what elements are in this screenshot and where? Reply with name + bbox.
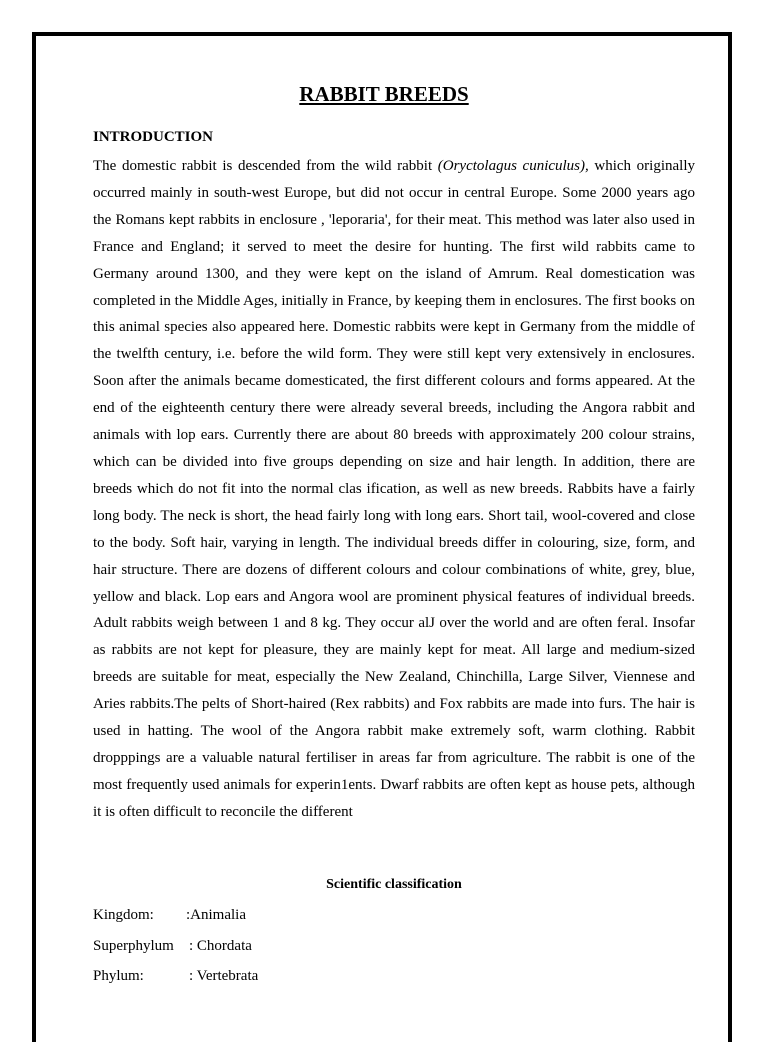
- introduction-paragraph: [93, 153, 695, 826]
- introduction-heading: INTRODUCTION: [93, 129, 214, 145]
- classification-heading: Scientific classification: [326, 877, 462, 892]
- classification-key: Phylum:: [93, 968, 144, 984]
- classification-value: : Chordata: [189, 937, 252, 954]
- classification-list: [93, 900, 393, 992]
- introduction-body: [93, 153, 695, 826]
- classification-row-phylum: [93, 961, 393, 992]
- classification-key: Kingdom:: [93, 907, 154, 923]
- document-title: RABBIT BREEDS: [299, 82, 469, 106]
- classification-key: Superphylum: [93, 937, 174, 954]
- intro-text-after-latin: which originally occurred mainly in south-west Europe, but did not occur in central Europe. Some 2000 years ago the Romans kept rabbits in enclosure , 'leporaria', for their meat. This method was later also used in France and England; it served to meet the desire for hunting. The first wild rabbits came to Germany around 1300, and they were kept on the island of Amrum. Real domestication was completed in the Middle Ages, initially in France, by keeping them in enclosures. The first books on this animal species also appeared here. Domestic rabbits were kept in Germany from the middle of the twelfth century, i.e. before the wild form. They were still kept very extensively in enclosures. Soon after the animals became domesticated, the first different colours and forms appeared. At the end of the eighteenth century there were already several breeds, including the Angora rabbit and animals with lop ears. Currently there are about 80 breeds with approximately 200 colour strains, which can be divided into five groups depending on size and hair length. In addition, there are breeds which do not fit into the normal clas ification, as well as new breeds. Rabbits have a fairly long body. The neck is short, the head fairly long with long ears. Short tail, wool-covered and close to the body. Soft hair, varying in length. The individual breeds differ in colouring, size, form, and hair structure. There are dozens of different colours and colour combinations of white, grey, blue, yellow and black. Lop ears and Angora wool are prominent physical features of individual breeds. Adult rabbits weigh between 1 and 8 kg. They occur alJ over the world and are often feral. Insofar as rabbits are not kept for pleasure, they are mainly kept for meat. All large and medium-sized breeds are suitable for meat, especially the New Zealand, Chinchilla, Large Silver, Viennese and Aries rabbits.The pelts of Short-haired (Rex rabbits) and Fox rabbits are made into furs. The hair is used in hatting. The wool of the Angora rabbit make extremely soft, warm clothing. Rabbit dropppings are a valuable natural fertiliser in areas far from agriculture. The rabbit is one of the most frequently used animals for experin1ents. Dwarf rabbits are often kept as house pets, although it is often difficult to reconcile the different: [93, 158, 696, 820]
- classification-row-kingdom: [93, 900, 393, 931]
- classification-value: :Animalia: [186, 907, 246, 923]
- classification-row-superphylum: [93, 931, 393, 962]
- classification-value: : Vertebrata: [189, 968, 259, 984]
- intro-text-before-latin: The domestic rabbit is descended from the wild rabbit: [93, 158, 438, 174]
- latin-name: (Oryctolagus cuniculus),: [437, 158, 589, 174]
